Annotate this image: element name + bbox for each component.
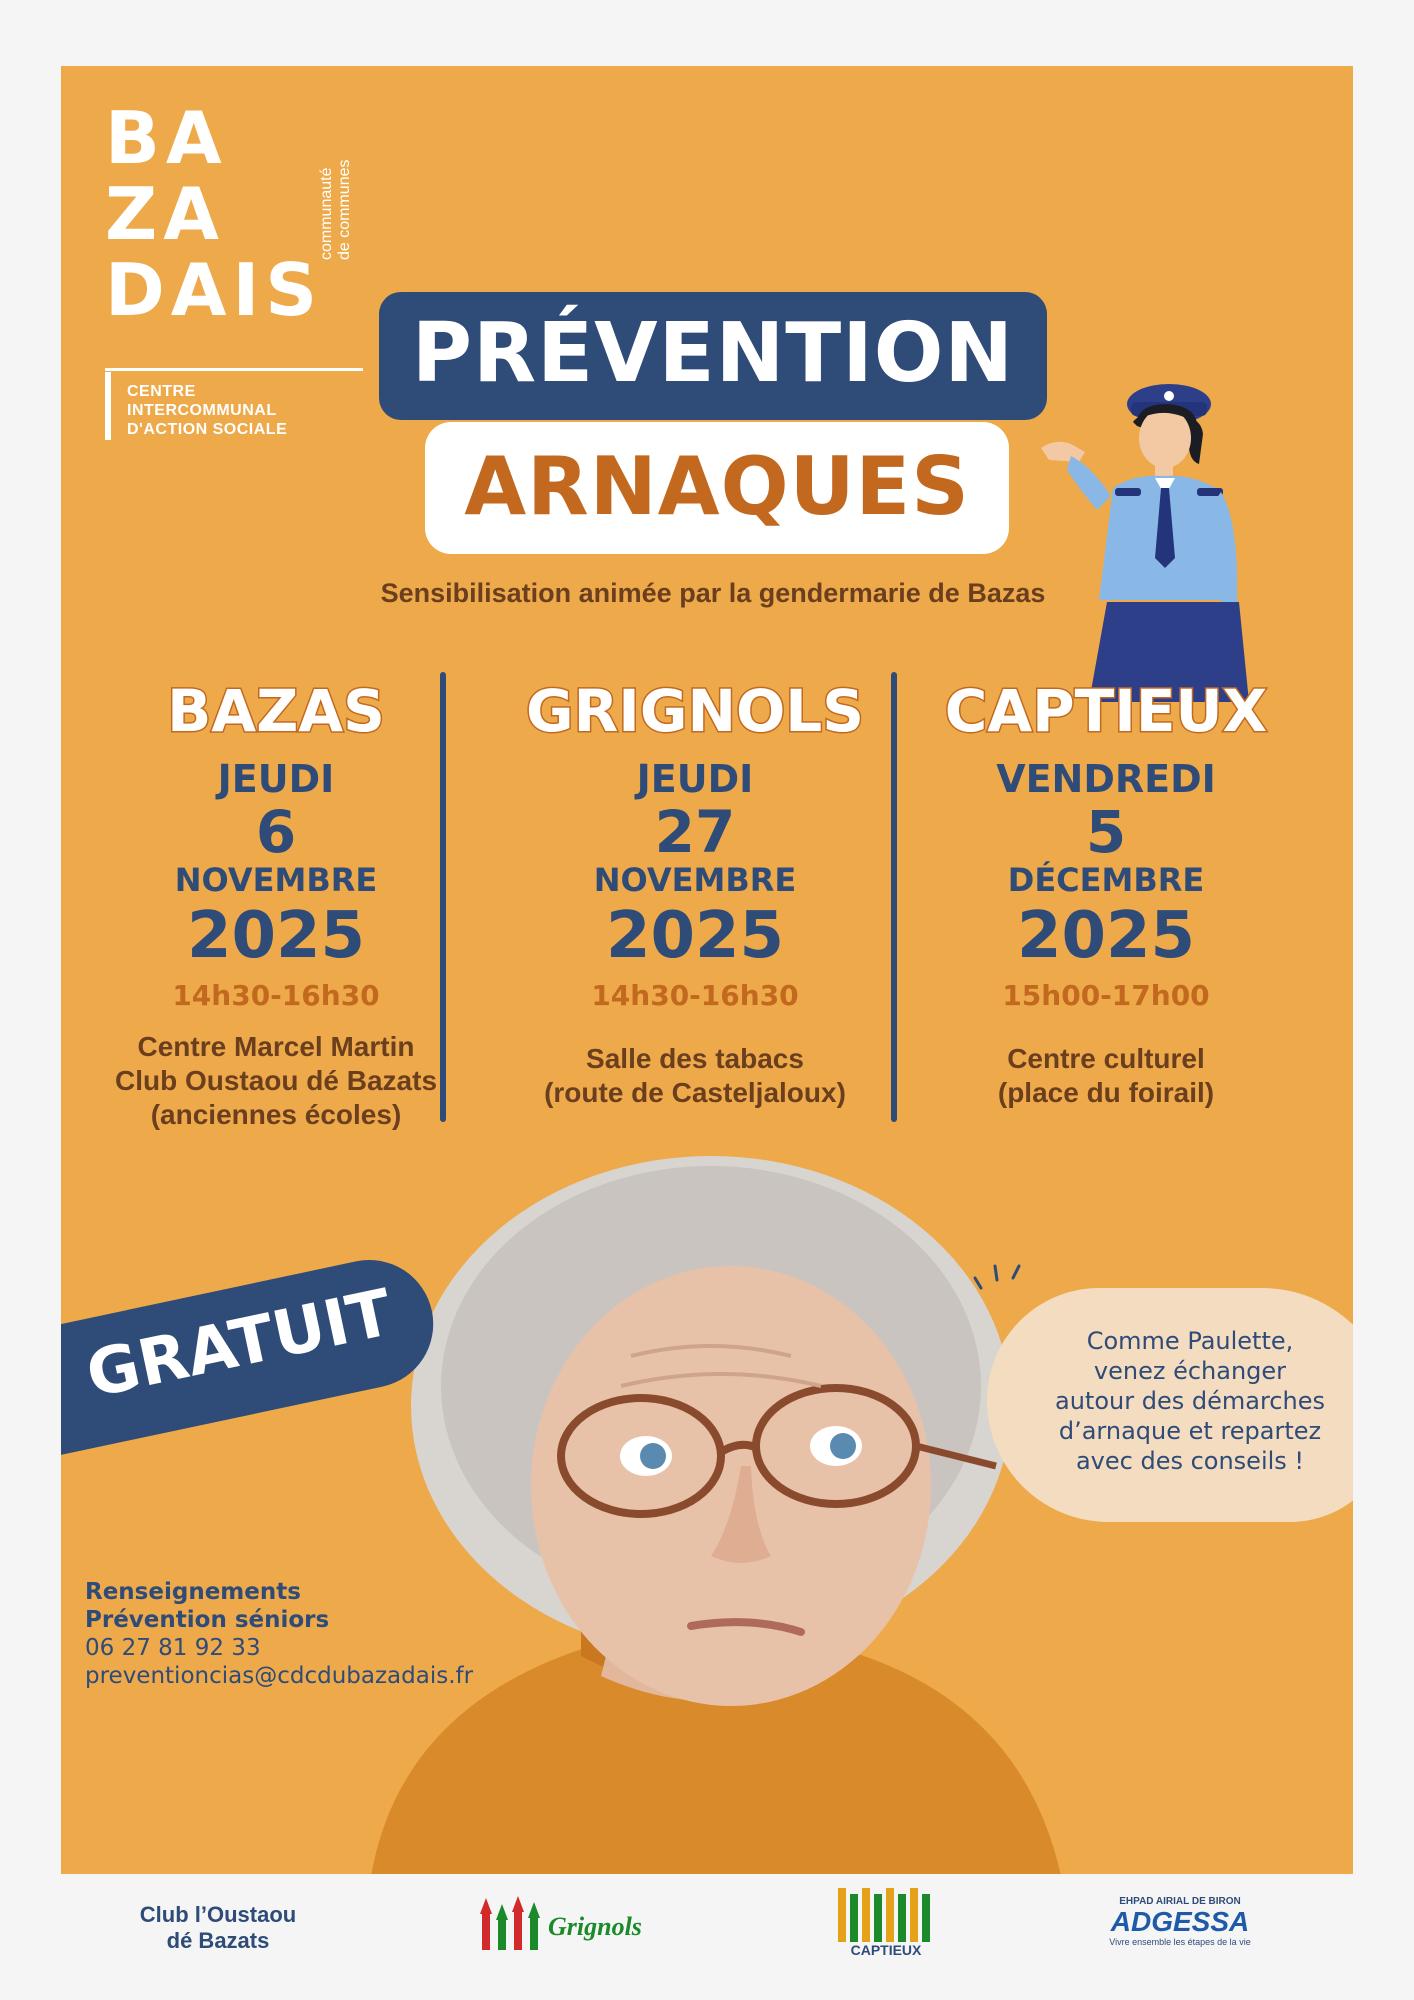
event-city: GRIGNOLS <box>525 677 865 745</box>
event-month: NOVEMBRE <box>174 861 378 899</box>
event-city: BAZAS <box>167 677 385 745</box>
partner-adgessa-logo: EHPAD AIRIAL DE BIRON ADGESSA Vivre ensemble les étapes de la vie <box>1109 1896 1251 1947</box>
logo-bar <box>105 372 111 440</box>
event-year: 2025 <box>1016 899 1196 973</box>
partner-grignols-logo <box>478 1894 678 1964</box>
event-place: Centre culturel (place du foirail) <box>997 1043 1215 1108</box>
event-day: JEUDI <box>636 757 754 801</box>
event-month: NOVEMBRE <box>593 861 797 899</box>
partner-club-oustaou: Club l’Oustaou dé Bazats <box>139 1902 297 1953</box>
logo-divider <box>105 368 363 371</box>
gratuit-text: GRATUIT <box>80 1276 399 1413</box>
event-date: 6 <box>255 798 297 866</box>
logo-subtitle: CENTRE INTERCOMMUNAL D'ACTION SOCIALE <box>127 383 288 438</box>
subtitle-banner <box>425 422 1009 554</box>
title: PRÉVENTION <box>411 306 1015 401</box>
event-city: CAPTIEUX <box>944 677 1268 745</box>
subtitle: ARNAQUES <box>464 440 970 533</box>
event-grignols <box>495 678 895 1110</box>
title-banner <box>379 292 1047 420</box>
contact-phone[interactable]: 06 27 81 92 33 <box>85 1635 261 1661</box>
event-date: 27 <box>654 798 736 866</box>
contact-heading: Renseignements <box>85 1579 301 1605</box>
gendarme-illustration <box>1041 376 1261 716</box>
captieux-name: CAPTIEUX <box>850 1942 922 1958</box>
event-captieux <box>906 678 1306 1110</box>
event-year: 2025 <box>186 899 366 973</box>
svg-text:de communes: de communes <box>336 159 353 260</box>
captieux-stripes-icon <box>836 1888 936 1942</box>
tagline: Sensibilisation animée par la gendermarie de Bazas <box>380 578 1046 608</box>
speech-bubble-text: Comme Paulette, venez échanger autour des démarches d’arnaque et repartez avec des conseils ! <box>1055 1327 1325 1475</box>
grignols-towers-icon <box>478 1894 548 1954</box>
partner-captieux-logo <box>836 1888 936 1968</box>
event-date: 5 <box>1085 798 1127 866</box>
event-bazas <box>76 678 476 1132</box>
event-month: DÉCEMBRE <box>1007 861 1205 899</box>
logo-vertical-text <box>317 110 357 260</box>
svg-text:communauté: communauté <box>318 167 335 260</box>
contact-info <box>85 1578 473 1690</box>
partner-footer <box>0 1874 1414 2000</box>
spark-lines-icon <box>973 1252 1033 1292</box>
contact-subheading: Prévention séniors <box>85 1607 330 1633</box>
event-day: VENDREDI <box>996 757 1216 801</box>
event-hours: 14h30-16h30 <box>172 979 380 1012</box>
logo-letters: BA ZA DAIS <box>105 96 324 332</box>
grignols-name: Grignols <box>548 1912 642 1941</box>
event-hours: 14h30-16h30 <box>591 979 799 1012</box>
bazadais-logo <box>105 96 365 440</box>
poster <box>61 66 1353 1874</box>
event-day: JEUDI <box>217 757 335 801</box>
contact-email[interactable]: preventioncias@cdcdubazadais.fr <box>85 1663 474 1689</box>
event-place: Salle des tabacs (route de Casteljaloux) <box>544 1043 846 1108</box>
event-place: Centre Marcel Martin Club Oustaou dé Bazats (anciennes écoles) <box>114 1031 438 1130</box>
event-hours: 15h00-17h00 <box>1002 979 1210 1012</box>
event-year: 2025 <box>605 899 785 973</box>
speech-bubble <box>987 1288 1353 1522</box>
